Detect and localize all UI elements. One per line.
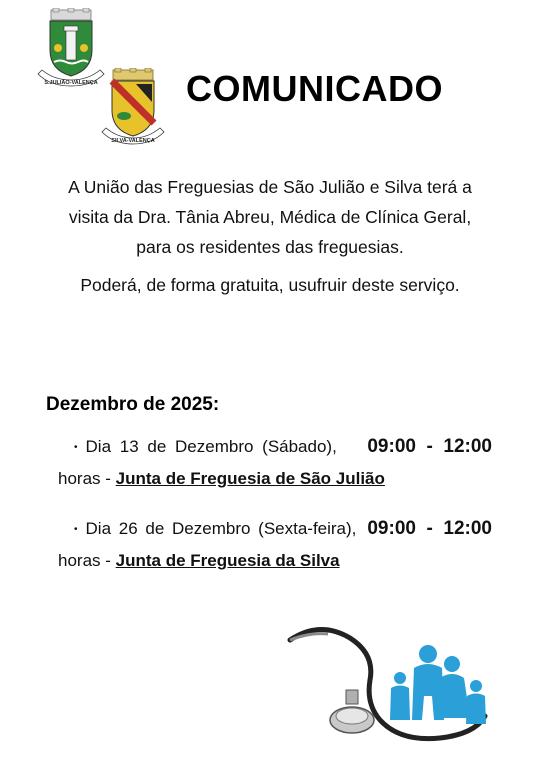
- entry-date: Dia 26 de Dezembro (Sexta-feira),: [85, 519, 357, 538]
- announcement-line-1: A União das Freguesias de São Julião e Silva terá a: [68, 177, 472, 197]
- bullet-icon: •: [74, 524, 78, 535]
- schedule-entry: [58, 432, 492, 493]
- announcement-line-3: para os residentes das freguesias.: [136, 237, 404, 257]
- announcement-line-2: visita da Dra. Tânia Abreu, Médica de Clínica Geral,: [68, 207, 472, 227]
- schedule-entry: [58, 514, 492, 575]
- announcement-text: [40, 172, 500, 300]
- stethoscope-family-illustration: [280, 620, 495, 750]
- announcement-line-4: Poderá, de forma gratuita, usufruir deste serviço.: [80, 275, 460, 295]
- bullet-icon: •: [74, 442, 78, 453]
- crest-left-caption: S.JULIÃO-VALENÇA: [44, 80, 98, 86]
- entry-time: 09:00 - 12:00: [367, 436, 492, 457]
- page-title: COMUNICADO: [186, 68, 443, 109]
- entry-time: 09:00 - 12:00: [367, 518, 492, 539]
- silva-crest: [96, 68, 170, 148]
- schedule-heading: Dezembro de 2025:: [46, 394, 220, 415]
- entry-hours-label: horas -: [58, 551, 111, 570]
- entry-location: Junta de Freguesia de São Julião: [115, 469, 385, 488]
- entry-location: Junta de Freguesia da Silva: [115, 551, 340, 570]
- family-icon: [390, 645, 486, 724]
- entry-hours-label: horas -: [58, 469, 111, 488]
- entry-date: Dia 13 de Dezembro (Sábado),: [85, 437, 337, 456]
- crest-right-caption: SILVA-VALENÇA: [111, 138, 155, 144]
